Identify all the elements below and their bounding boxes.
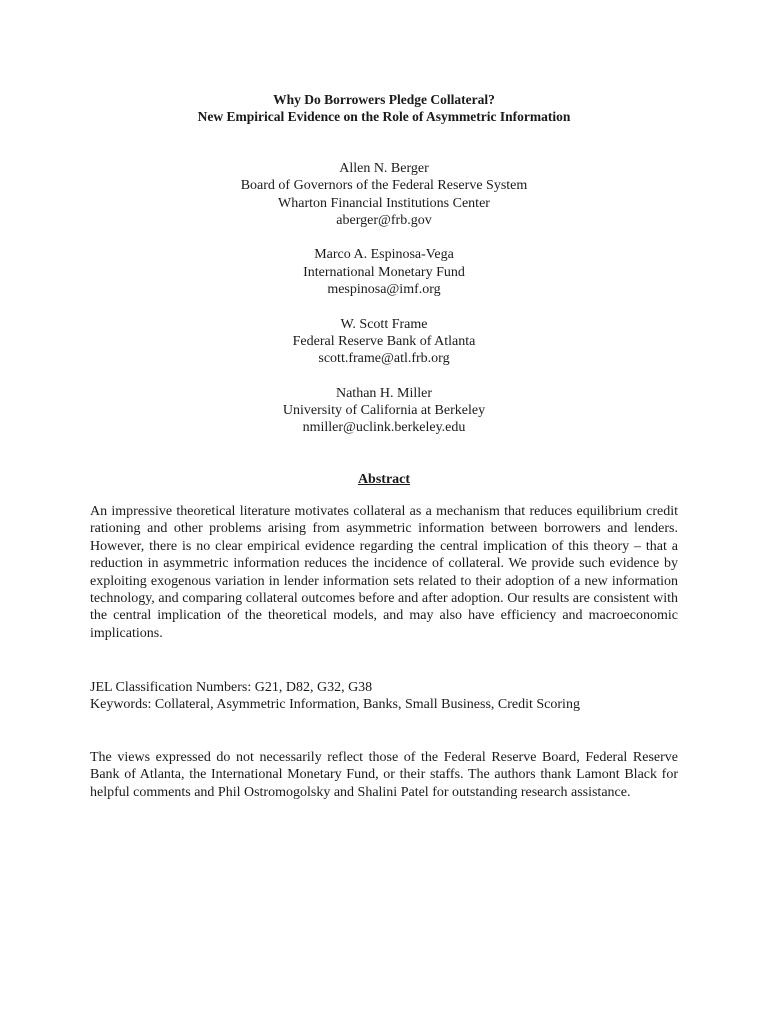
classification-block [90,679,678,714]
author-affiliation: Board of Governors of the Federal Reserve System [240,178,528,194]
author-email: mespinosa@imf.org [327,282,441,298]
author-affiliation: University of California at Berkeley [282,403,486,419]
abstract-text: An impressive theoretical literature motivates collateral as a mechanism that reduces equilibrium credit rationing and other problems arising from asymmetric information between borrowers and lenders. However, there is no clear empirical evidence regarding the central implication of this theory – that a reduction in asymmetric information reduces the incidence of collateral. We provide such evidence by exploiting exogenous variation in lender information sets related to their adoption of a new information technology, and comparing collateral outcomes before and after adoption. Our results are consistent with the central implication of the theoretical models, and may also have efficiency and macroeconomic implications. [90,504,678,641]
author-block [0,160,768,229]
title-line-2: New Empirical Evidence on the Role of Asymmetric Information [197,109,571,124]
author-affiliation: Wharton Financial Institutions Center [278,195,490,211]
keywords: Keywords: Collateral, Asymmetric Information, Banks, Small Business, Credit Scoring [90,697,580,713]
author-email: aberger@frb.gov [336,212,432,228]
author-block [0,316,768,368]
author-email: nmiller@uclink.berkeley.edu [302,420,466,436]
author-name: Nathan H. Miller [335,385,433,401]
author-name: W. Scott Frame [340,316,428,332]
author-affiliation: International Monetary Fund [303,264,465,280]
author-block [0,246,768,298]
jel-classification: JEL Classification Numbers: G21, D82, G32, G38 [90,680,373,695]
author-name: Allen N. Berger [339,161,429,176]
paper-title [0,91,768,125]
author-list [0,160,768,454]
title-line-1: Why Do Borrowers Pledge Collateral? [273,92,495,107]
author-name: Marco A. Espinosa-Vega [314,247,454,263]
disclaimer-text: The views expressed do not necessarily reflect those of the Federal Reserve Board, Federal Reserve Bank of Atlanta, the International Monetary Fund, or their staffs. The authors thank Lamont Black for helpful comments and Phil Ostromogolsky and Shalini Patel for outstanding research assistance. [90,750,678,800]
author-block [0,385,768,437]
abstract-heading: Abstract [357,472,411,487]
author-email: scott.frame@atl.frb.org [318,351,450,367]
author-affiliation: Federal Reserve Bank of Atlanta [292,333,476,349]
